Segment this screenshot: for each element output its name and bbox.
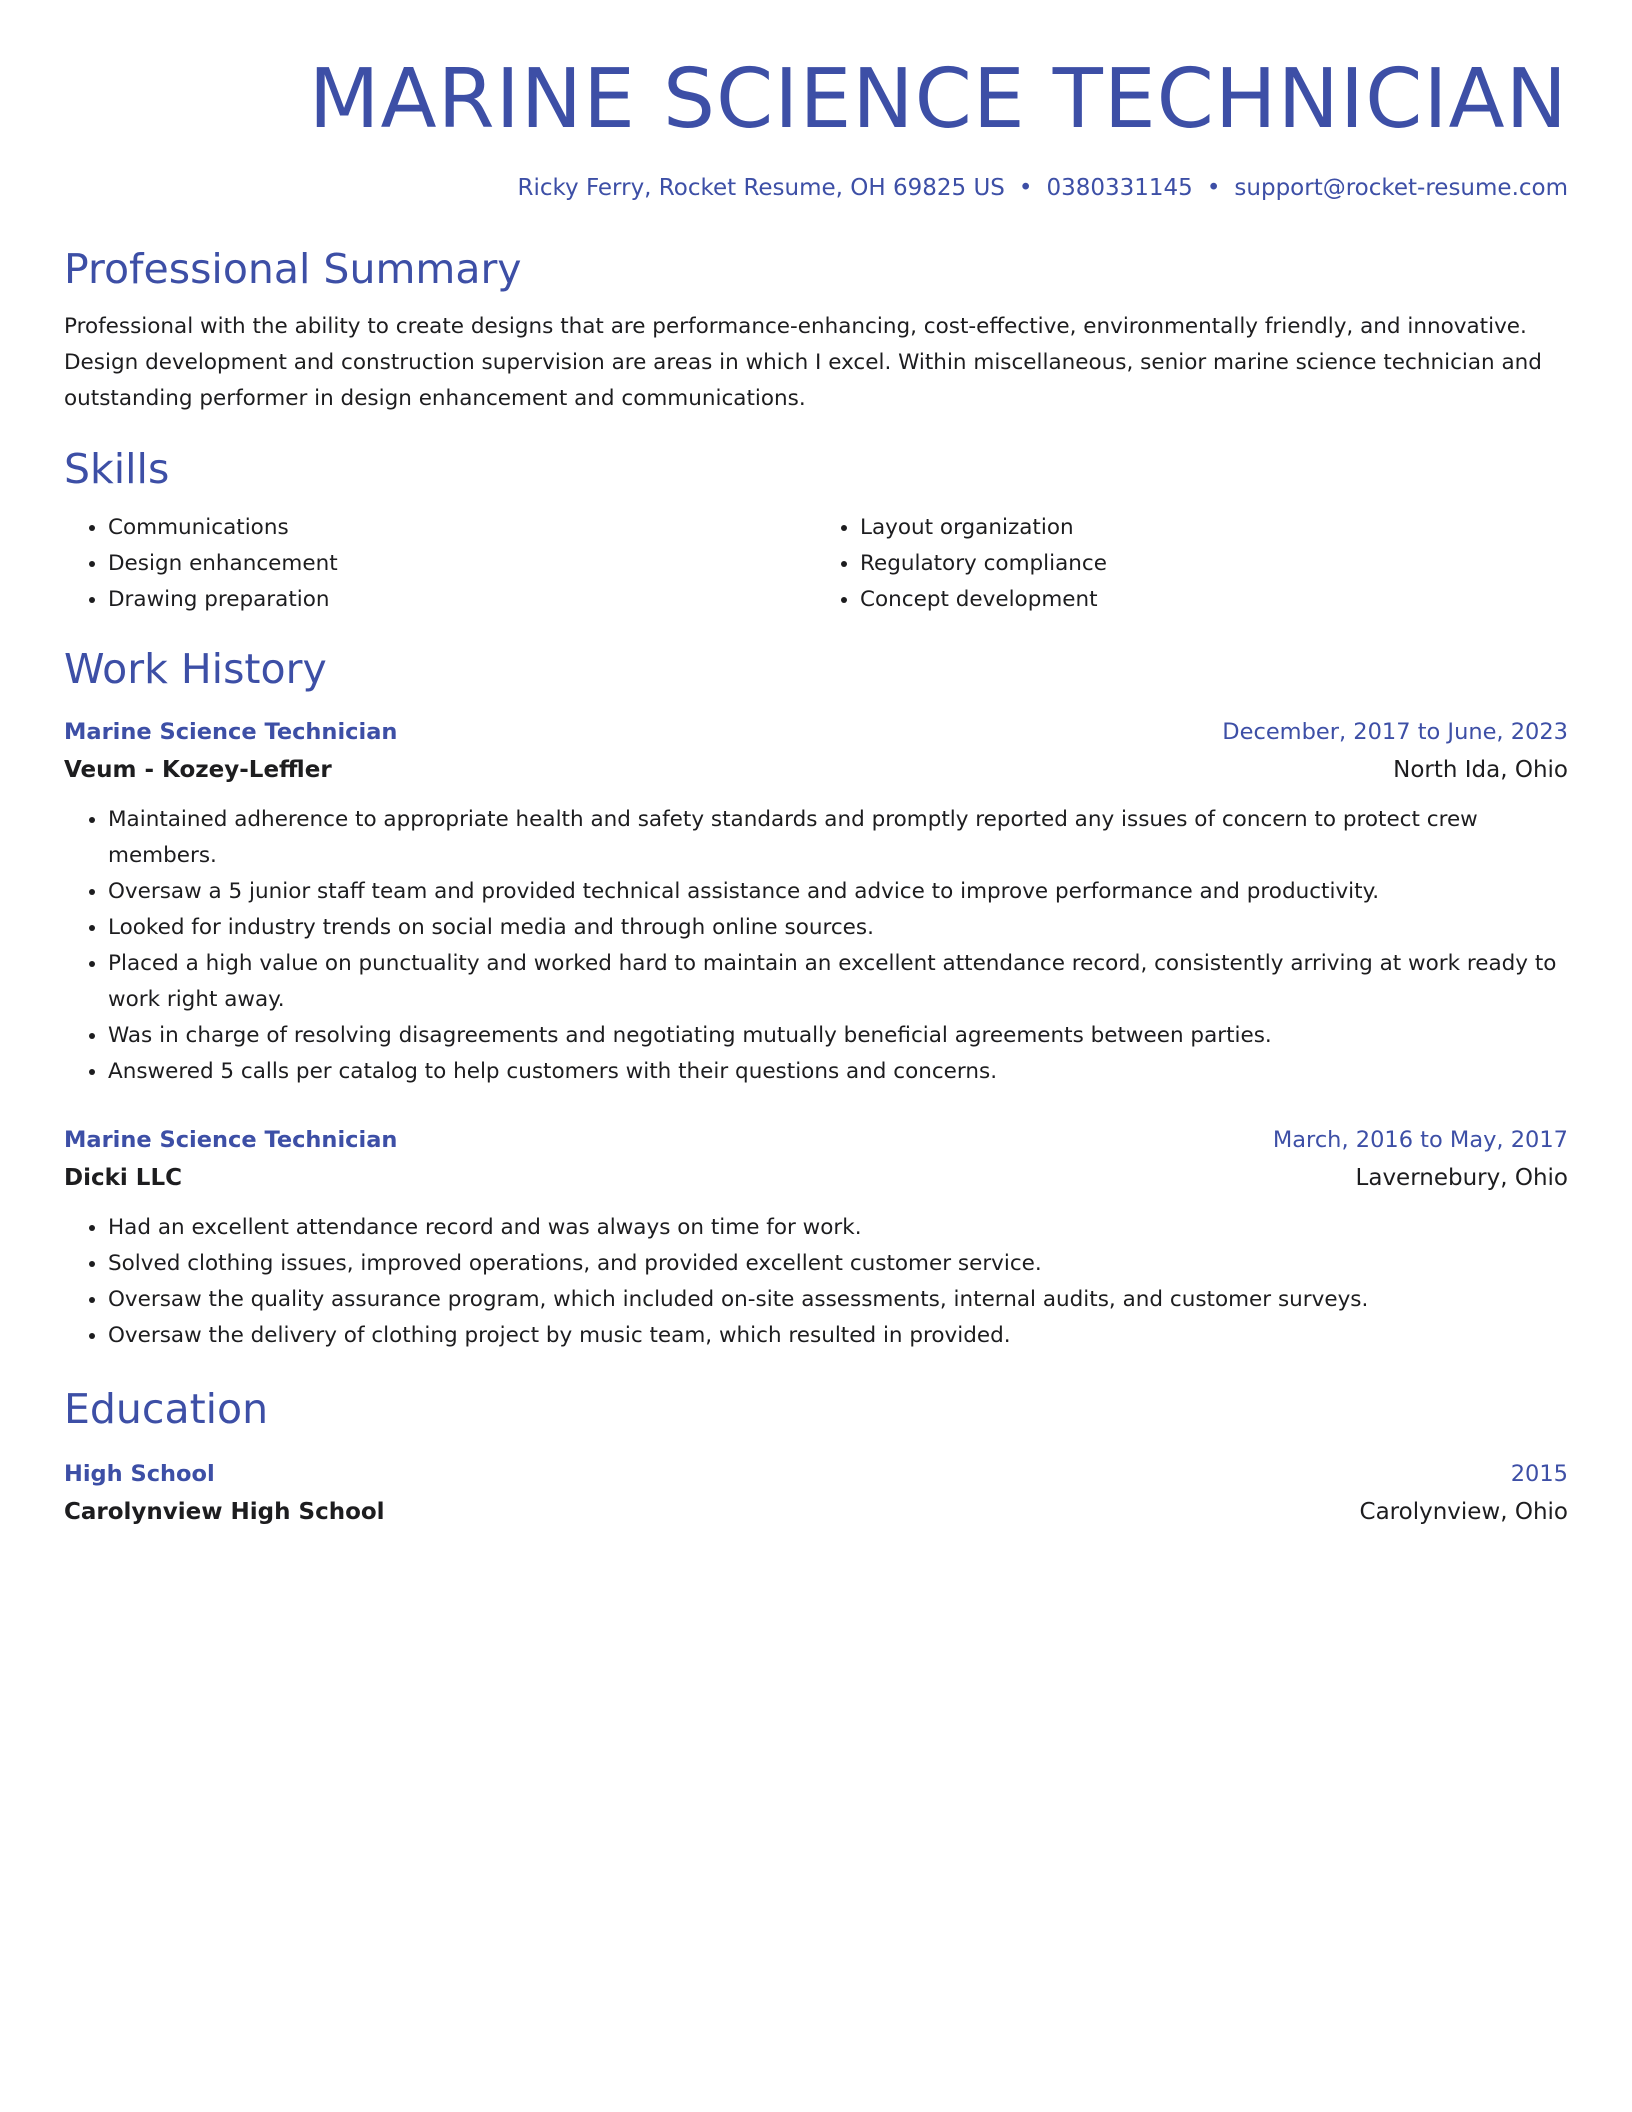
job-bullet: • Oversaw a 5 junior staff team and provided technical assistance and advice to improve performance and productivity. bbox=[108, 874, 1568, 910]
job-dates: March, 2016 to May, 2017 bbox=[1272, 1127, 1568, 1153]
job-employer: Veum - Kozey-Leffler bbox=[64, 757, 332, 783]
contact-separator: • bbox=[1018, 175, 1033, 201]
job-bullet: • Was in charge of resolving disagreements and negotiating mutually beneficial agreements between parties. bbox=[108, 1018, 1568, 1054]
job-employer-row bbox=[64, 750, 1568, 790]
job-bullets bbox=[64, 1210, 1568, 1354]
education-section bbox=[64, 1384, 1568, 1532]
job-bullet: • Maintained adherence to appropriate health and safety standards and promptly reported any issues of concern to protect crew members. bbox=[108, 802, 1568, 874]
skill-item: • Communications bbox=[108, 510, 816, 546]
education-school-row bbox=[64, 1492, 1568, 1532]
job-dates: December, 2017 to June, 2023 bbox=[1222, 719, 1568, 745]
job-bullet: • Answered 5 calls per catalog to help customers with their questions and concerns. bbox=[108, 1054, 1568, 1090]
summary-text: Professional with the ability to create designs that are performance-enhancing, cost-effective, environmentally friendly, and innovative. Design development and construction supervision are areas in which I excel. Within miscellaneous, senior marine science technician and outstanding performer in design enhancement and communications. bbox=[64, 314, 1542, 411]
skills-grid bbox=[64, 510, 1568, 618]
work-history-heading: Work History bbox=[64, 645, 327, 693]
work-history-section bbox=[64, 644, 1568, 1354]
education-heading: Education bbox=[64, 1385, 269, 1433]
job-bullet: • Looked for industry trends on social media and through online sources. bbox=[108, 910, 1568, 946]
education-year: 2015 bbox=[1510, 1461, 1568, 1487]
education-entry bbox=[64, 1456, 1568, 1532]
contact-phone: 0380331145 bbox=[1046, 175, 1193, 201]
skill-item: • Regulatory compliance bbox=[860, 546, 1568, 582]
education-header-row bbox=[64, 1456, 1568, 1492]
skill-item: • Layout organization bbox=[860, 510, 1568, 546]
contact-address: Ricky Ferry, Rocket Resume, OH 69825 US bbox=[517, 175, 1005, 201]
job-entry bbox=[64, 1122, 1568, 1354]
job-role: Marine Science Technician bbox=[64, 719, 398, 745]
skills-section bbox=[64, 444, 1568, 618]
job-bullet: • Had an excellent attendance record and was always on time for work. bbox=[108, 1210, 1568, 1246]
job-location: Lavernebury, Ohio bbox=[1355, 1165, 1568, 1191]
job-employer: Dicki LLC bbox=[64, 1165, 182, 1191]
job-employer-row bbox=[64, 1158, 1568, 1198]
job-bullet: • Solved clothing issues, improved operations, and provided excellent customer service. bbox=[108, 1246, 1568, 1282]
job-bullet: • Placed a high value on punctuality and worked hard to maintain an excellent attendance record, consistently arriving at work ready to work right away. bbox=[108, 946, 1568, 1018]
contact-line bbox=[64, 172, 1568, 204]
skill-item: • Drawing preparation bbox=[108, 582, 816, 618]
education-school: Carolynview High School bbox=[64, 1499, 385, 1525]
skills-heading: Skills bbox=[64, 445, 170, 493]
resume-header bbox=[64, 0, 1568, 204]
education-degree: High School bbox=[64, 1461, 215, 1487]
contact-email: support@rocket-resume.com bbox=[1234, 175, 1568, 201]
skills-list-left bbox=[64, 510, 816, 618]
contact-separator: • bbox=[1206, 175, 1221, 201]
job-bullets bbox=[64, 802, 1568, 1090]
job-header-row bbox=[64, 714, 1568, 750]
job-location: North Ida, Ohio bbox=[1393, 757, 1568, 783]
job-header-row bbox=[64, 1122, 1568, 1158]
job-bullet: • Oversaw the quality assurance program, which included on-site assessments, internal audits, and customer surveys. bbox=[108, 1282, 1568, 1318]
job-title: MARINE SCIENCE TECHNICIAN bbox=[308, 52, 1568, 147]
skill-item: • Concept development bbox=[860, 582, 1568, 618]
education-location: Carolynview, Ohio bbox=[1359, 1499, 1568, 1525]
summary-heading: Professional Summary bbox=[64, 245, 522, 293]
job-entry bbox=[64, 714, 1568, 1090]
skills-list-right bbox=[816, 510, 1568, 618]
job-role: Marine Science Technician bbox=[64, 1127, 398, 1153]
job-bullet: • Oversaw the delivery of clothing project by music team, which resulted in provided. bbox=[108, 1318, 1568, 1354]
skill-item: • Design enhancement bbox=[108, 546, 816, 582]
summary-section bbox=[64, 244, 1568, 417]
